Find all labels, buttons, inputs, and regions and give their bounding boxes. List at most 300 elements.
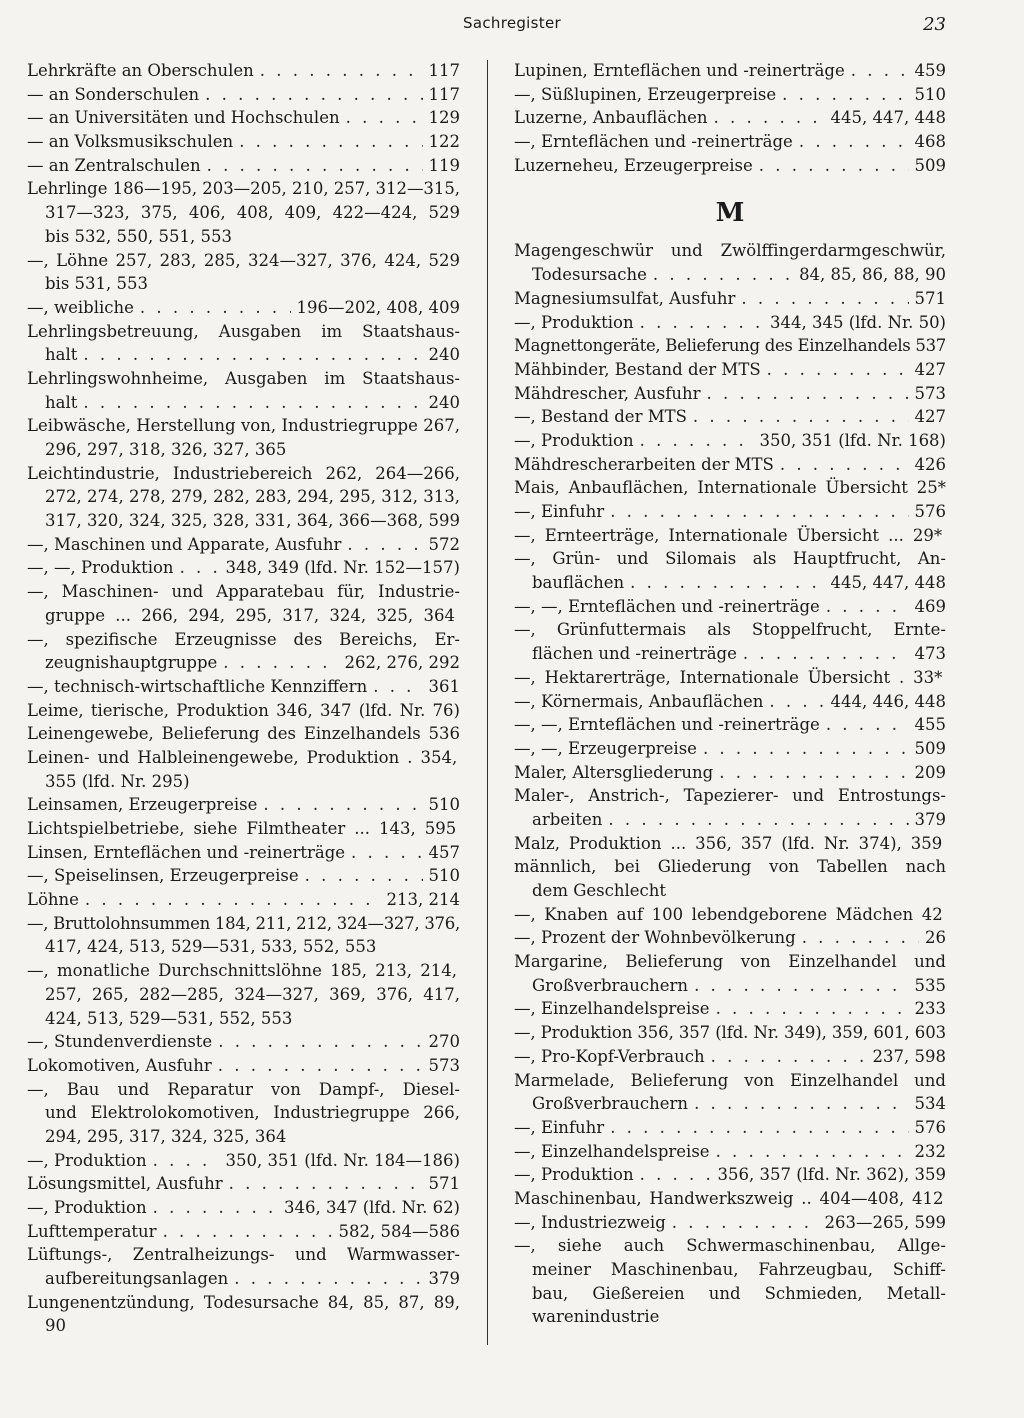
entry-term: —, —, Erzeugerpreise [514, 738, 697, 758]
index-entry [27, 485, 460, 509]
index-entry [514, 879, 946, 903]
index-entry [514, 903, 946, 927]
index-entry [514, 950, 946, 974]
dot-leader [672, 1211, 819, 1235]
entry-term: Todesursache [532, 265, 647, 285]
index-entry [514, 926, 946, 950]
entry-term: —, Löhne 257, 283, 285, 324—327, 376, 424, 529 [27, 250, 460, 270]
index-entry [514, 59, 946, 83]
index-entry [27, 414, 460, 438]
entry-term: —, Einzelhandelspreise [514, 1141, 710, 1161]
entry-term: —, Einzelhandelspreise [514, 999, 710, 1019]
index-entry [27, 59, 460, 83]
index-entry [27, 841, 460, 865]
entry-pages: 455 [914, 715, 946, 735]
index-entry [27, 912, 460, 936]
entry-pages: 196—202, 408, 409 [296, 297, 460, 317]
entry-pages: 262, 276, 292 [344, 653, 460, 673]
index-entry [27, 106, 460, 130]
dot-leader [767, 358, 909, 382]
index-entry [514, 476, 946, 500]
entry-pages: 509 [914, 738, 946, 758]
entry-term: Magnettongeräte, Belieferung des Einzelhandels 537 [514, 336, 946, 356]
dot-leader [640, 311, 764, 335]
entry-term: —, Knaben auf 100 lebendgeborene Mädchen 42 [514, 904, 943, 924]
dot-leader [780, 453, 909, 477]
entry-pages: 576 [914, 1117, 946, 1137]
entry-term: Linsen, Ernteflächen und -reinerträge [27, 842, 346, 862]
entry-term: Lüftungs-, Zentralheizungs- und Warmwasser- [27, 1245, 460, 1265]
dot-leader [263, 793, 422, 817]
entry-pages: 237, 598 [872, 1046, 946, 1066]
entry-term: und Elektrolokomotiven, Industriegruppe 266, [45, 1103, 460, 1123]
index-entry [514, 287, 946, 311]
index-entry [514, 500, 946, 524]
entry-term: Leichtindustrie, Industriebereich 262, 264—266, [27, 463, 460, 483]
index-entry [27, 1172, 460, 1196]
index-entry [27, 604, 460, 628]
entry-term: —, Ernteerträge, Internationale Übersicht ... 29* [514, 525, 943, 545]
dot-leader [707, 382, 909, 406]
index-entry [27, 1101, 460, 1125]
dot-leader [640, 1163, 712, 1187]
index-entry [27, 746, 460, 770]
index-entry [514, 1092, 946, 1116]
entry-pages: 571 [914, 288, 946, 308]
entry-pages: 573 [428, 1055, 460, 1075]
index-entry [27, 1314, 460, 1338]
entry-term: bis 532, 550, 551, 553 [45, 226, 232, 246]
index-column-left [27, 59, 460, 1338]
entry-pages: 468 [914, 132, 946, 152]
entry-term: halt [45, 345, 78, 365]
dot-leader [610, 500, 908, 524]
index-entry [514, 1234, 946, 1258]
dot-leader [346, 106, 423, 130]
entry-term: —, weibliche [27, 297, 134, 317]
dot-leader [351, 841, 422, 865]
entry-term: Lupinen, Ernteflächen und -reinerträge [514, 61, 845, 80]
entry-term: Lehrkräfte an Oberschulen [27, 61, 254, 80]
entry-pages: 576 [914, 502, 946, 521]
dot-leader [802, 926, 919, 950]
entry-pages: 426 [914, 454, 946, 474]
entry-term: aufbereitungsanlagen [45, 1269, 229, 1289]
entry-pages: 510 [428, 795, 460, 815]
index-entry [27, 699, 460, 723]
entry-pages: 344, 345 (lfd. Nr. 50) [769, 312, 946, 332]
entry-term: Magengeschwür und Zwölffingerdarmgeschwür, [514, 241, 946, 261]
index-entry [27, 462, 460, 486]
entry-term: gruppe ... 266, 294, 295, 317, 324, 325, 364 [45, 605, 455, 625]
entry-term: Großverbrauchern [532, 975, 689, 995]
index-entry [27, 793, 460, 817]
dot-leader [163, 1220, 333, 1244]
index-entry [27, 296, 460, 320]
index-entry [27, 888, 460, 912]
entry-term: —, Hektarerträge, Internationale Übersicht . 33* [514, 667, 943, 687]
index-entry [27, 320, 460, 344]
entry-term: —, Produktion [27, 1150, 147, 1170]
index-entry [27, 367, 460, 391]
entry-term: zeugnishauptgruppe [45, 653, 218, 673]
index-entry [514, 1163, 946, 1187]
entry-term: warenindustrie [532, 1307, 660, 1327]
index-entry [514, 106, 946, 130]
entry-term: Maler, Altersgliederung [514, 762, 714, 782]
dot-leader [693, 405, 909, 429]
dot-leader [239, 130, 422, 154]
index-entry [514, 1021, 946, 1045]
index-entry [27, 675, 460, 699]
entry-term: Malz, Produktion ... 356, 357 (lfd. Nr. 374), 359 [514, 833, 943, 853]
dot-leader [759, 154, 909, 178]
entry-term: —, Grün- und Silomais als Hauptfrucht, An- [514, 549, 946, 569]
entry-pages: 233 [914, 999, 946, 1019]
entry-term: —, spezifische Erzeugnisse des Bereichs, Er- [27, 629, 460, 649]
entry-pages: 535 [914, 975, 946, 995]
entry-term: 355 (lfd. Nr. 295) [45, 771, 190, 791]
entry-term: —, Ernteflächen und -reinerträge [514, 132, 793, 152]
entry-pages: 348, 349 (lfd. Nr. 152—157) [225, 558, 460, 578]
entry-pages: 510 [428, 866, 460, 886]
dot-leader [153, 1149, 220, 1173]
entry-term: —, Produktion [514, 1165, 634, 1185]
entry-pages: 240 [428, 345, 460, 365]
dot-leader [83, 391, 422, 415]
entry-term: 417, 424, 513, 529—531, 533, 552, 553 [45, 937, 377, 957]
entry-term: Lehrlinge 186—195, 203—205, 210, 257, 312—315, [27, 179, 460, 199]
index-entry [27, 533, 460, 557]
entry-term: Lokomotiven, Ausfuhr [27, 1055, 212, 1075]
entry-term: —, Maschinen und Apparate, Ausfuhr [27, 534, 342, 554]
index-entry [27, 864, 460, 888]
index-entry [514, 382, 946, 406]
dot-leader [694, 974, 908, 998]
index-entry [27, 83, 460, 107]
index-entry [27, 1267, 460, 1291]
entry-term: Margarine, Belieferung von Einzelhandel und [514, 952, 946, 972]
entry-term: —, Prozent der Wohnbevölkerung [514, 928, 796, 948]
dot-leader [205, 83, 422, 107]
entry-term: 272, 274, 278, 279, 282, 283, 294, 295, 312, 313, [45, 487, 460, 507]
dot-leader [85, 888, 381, 912]
dot-leader [719, 761, 908, 785]
index-entry [27, 1149, 460, 1173]
entry-pages: 427 [914, 359, 946, 379]
index-entry [514, 524, 946, 548]
dot-leader [851, 59, 909, 83]
index-entry [27, 1054, 460, 1078]
entry-term: Lösungsmittel, Ausfuhr [27, 1174, 223, 1194]
dot-leader [741, 287, 908, 311]
entry-term: —, Einfuhr [514, 1117, 605, 1137]
dot-leader [713, 106, 824, 130]
index-entry [27, 1007, 460, 1031]
entry-term: —, Bestand der MTS [514, 407, 687, 427]
entry-term: —, Bruttolohnsummen 184, 211, 212, 324—327, 376, [27, 913, 460, 933]
index-entry [514, 1282, 946, 1306]
dot-leader [694, 1092, 908, 1116]
dot-leader [207, 154, 423, 178]
entry-term: —, Speiselinsen, Erzeugerpreise [27, 866, 299, 886]
entry-term: — an Zentralschulen [27, 155, 201, 175]
entry-pages: 427 [914, 407, 946, 427]
entry-term: —, Maschinen- und Apparatebau für, Industrie- [27, 582, 460, 602]
index-entry [514, 263, 946, 287]
entry-pages: 117 [428, 84, 460, 104]
index-entry [27, 959, 460, 983]
dot-leader [218, 1030, 422, 1054]
dot-leader [610, 1116, 908, 1140]
index-entry [514, 358, 946, 382]
entry-pages: 84, 85, 86, 88, 90 [799, 265, 946, 285]
dot-leader [180, 556, 220, 580]
index-entry [514, 690, 946, 714]
entry-pages: 469 [914, 596, 946, 616]
entry-pages: 350, 351 (lfd. Nr. 168) [759, 430, 946, 450]
index-entry [27, 225, 460, 249]
index-entry [514, 832, 946, 856]
entry-term: —, siehe auch Schwermaschinenbau, Allge- [514, 1236, 946, 1256]
entry-term: —, Produktion [514, 430, 634, 450]
entry-pages: 346, 347 (lfd. Nr. 62) [283, 1198, 460, 1217]
index-entry [514, 713, 946, 737]
dot-leader [260, 59, 423, 83]
index-entry [514, 1258, 946, 1282]
index-entry [514, 154, 946, 178]
index-entry [27, 177, 460, 201]
dot-leader [140, 296, 291, 320]
dot-leader [711, 1045, 867, 1069]
entry-term: Leinen- und Halbleinengewebe, Produktion . 354, [27, 747, 458, 767]
entry-term: Mähdrescher, Ausfuhr [514, 383, 701, 403]
entry-term: —, technisch-wirtschaftliche Kennziffern [27, 676, 368, 696]
entry-term: Luzerne, Anbauflächen [514, 108, 708, 128]
index-entry [514, 429, 946, 453]
index-entry [514, 997, 946, 1021]
entry-term: Leibwäsche, Herstellung von, Industriegruppe 267, [27, 416, 460, 436]
index-entry [27, 722, 460, 746]
entry-term: Mais, Anbauflächen, Internationale Übersicht 25* [514, 478, 946, 498]
entry-term: —, monatliche Durchschnittslöhne 185, 213, 214, [27, 961, 457, 981]
index-entry [27, 817, 460, 841]
entry-term: arbeiten [532, 809, 603, 829]
entry-term: 317—323, 375, 406, 408, 409, 422—424, 529 [45, 203, 460, 223]
index-entry [27, 983, 460, 1007]
entry-term: —, —, Ernteflächen und -reinerträge [514, 715, 820, 735]
entry-term: 424, 513, 529—531, 552, 553 [45, 1008, 293, 1028]
entry-term: Leinsamen, Erzeugerpreise [27, 795, 258, 815]
entry-term: Lehrlingswohnheime, Ausgaben im Staatshaus- [27, 368, 460, 388]
entry-term: 296, 297, 318, 326, 327, 365 [45, 440, 287, 459]
entry-term: —, Produktion [514, 312, 634, 332]
entry-pages: 122 [428, 132, 460, 152]
entry-pages: 534 [914, 1094, 946, 1114]
entry-pages: 510 [914, 84, 946, 104]
dot-leader [347, 533, 422, 557]
index-entry [27, 935, 460, 959]
dot-leader [653, 263, 793, 287]
index-entry [27, 556, 460, 580]
index-entry [514, 1069, 946, 1093]
index-entry [27, 628, 460, 652]
entry-pages: 457 [428, 842, 460, 862]
index-entry [514, 1211, 946, 1235]
entry-pages: 356, 357 (lfd. Nr. 362), 359 [717, 1165, 946, 1185]
index-entry [514, 405, 946, 429]
index-entry [514, 737, 946, 761]
entry-pages: 232 [914, 1141, 946, 1161]
dot-leader [218, 1054, 423, 1078]
entry-pages: 459 [914, 61, 946, 80]
index-entry [27, 509, 460, 533]
entry-term: —, Produktion 356, 357 (lfd. Nr. 349), 359, 601, 603 [514, 1023, 946, 1043]
index-entry [514, 784, 946, 808]
entry-pages: 129 [428, 108, 460, 128]
entry-term: —, Grünfuttermais als Stoppelfrucht, Ernte- [514, 620, 946, 640]
entry-term: flächen und -reinerträge [532, 644, 737, 664]
index-entry [514, 547, 946, 571]
index-entry [514, 1305, 946, 1329]
index-entry [27, 391, 460, 415]
dot-leader [83, 343, 422, 367]
dot-leader [826, 595, 909, 619]
entry-pages: 445, 447, 448 [830, 108, 946, 128]
entry-pages: 444, 446, 448 [830, 691, 946, 711]
entry-term: Löhne [27, 890, 79, 910]
entry-term: 294, 295, 317, 324, 325, 364 [45, 1126, 287, 1146]
index-entry [27, 1220, 460, 1244]
index-entry [27, 1196, 460, 1220]
index-entry [27, 651, 460, 675]
entry-term: Großverbrauchern [532, 1094, 689, 1114]
index-entry [514, 666, 946, 690]
dot-leader [799, 130, 909, 154]
index-entry [27, 1078, 460, 1102]
entry-term: — an Volksmusikschulen [27, 132, 234, 152]
entry-term: Mähbinder, Bestand der MTS [514, 359, 761, 379]
index-entry [514, 808, 946, 832]
entry-pages: 263—265, 599 [824, 1212, 946, 1232]
dot-leader [640, 429, 754, 453]
dot-leader [229, 1172, 423, 1196]
index-column-right [514, 59, 946, 1329]
index-entry [27, 580, 460, 604]
dot-leader [630, 571, 824, 595]
entry-term: Maschinenbau, Handwerkszweig .. 404—408, 412 [514, 1188, 944, 1208]
dot-leader [305, 864, 423, 888]
index-entry [514, 83, 946, 107]
entry-term: —, Industriezweig [514, 1212, 666, 1232]
entry-pages: 350, 351 (lfd. Nr. 184—186) [225, 1150, 460, 1170]
dot-leader [826, 713, 909, 737]
entry-term: männlich, bei Gliederung von Tabellen nach [514, 857, 946, 877]
entry-term: bau, Gießereien und Schmieden, Metall- [532, 1283, 946, 1303]
index-entry [27, 154, 460, 178]
index-entry [514, 130, 946, 154]
entry-term: —, —, Produktion [27, 558, 174, 578]
index-entry [27, 343, 460, 367]
index-entry [514, 334, 946, 358]
dot-leader [703, 737, 909, 761]
index-entry [514, 642, 946, 666]
entry-pages: 119 [428, 155, 460, 175]
entry-term: bis 531, 553 [45, 274, 149, 294]
entry-pages: 209 [914, 762, 946, 782]
entry-term: halt [45, 392, 78, 412]
index-entry [27, 272, 460, 296]
entry-term: —, Bau und Reparatur von Dampf-, Diesel- [27, 1079, 460, 1099]
entry-pages: 240 [428, 392, 460, 412]
entry-term: —, Produktion [27, 1198, 147, 1217]
entry-pages: 582, 584—586 [338, 1221, 460, 1241]
index-entry [27, 201, 460, 225]
entry-term: Marmelade, Belieferung von Einzelhandel und [514, 1070, 946, 1090]
entry-term: — an Universitäten und Hochschulen [27, 108, 340, 128]
entry-pages: 379 [914, 809, 946, 829]
dot-leader [223, 651, 338, 675]
entry-pages: 361 [428, 676, 460, 696]
index-entry [514, 974, 946, 998]
index-entry [27, 130, 460, 154]
entry-pages: 571 [428, 1174, 460, 1194]
entry-term: 257, 265, 282—285, 324—327, 369, 376, 417, [45, 984, 460, 1004]
entry-term: bauflächen [532, 573, 625, 593]
entry-pages: 117 [428, 61, 460, 80]
entry-term: —, Einfuhr [514, 502, 605, 521]
index-entry [27, 438, 460, 462]
entry-term: —, Körnermais, Anbauflächen [514, 691, 764, 711]
index-entry [514, 1140, 946, 1164]
entry-pages: 473 [914, 644, 946, 664]
index-entry [514, 239, 946, 263]
entry-pages: 213, 214 [386, 890, 460, 910]
index-entry [27, 1243, 460, 1267]
entry-term: meiner Maschinenbau, Fahrzeugbau, Schiff- [532, 1260, 946, 1279]
entry-pages: 270 [428, 1032, 460, 1052]
index-entry [514, 618, 946, 642]
entry-term: Lufttemperatur [27, 1221, 157, 1241]
dot-leader [743, 642, 909, 666]
entry-term: Lichtspielbetriebe, siehe Filmtheater ... 143, 595 [27, 819, 457, 838]
index-entry [514, 571, 946, 595]
index-entry [514, 1116, 946, 1140]
entry-term: — an Sonderschulen [27, 84, 200, 104]
index-entry [514, 855, 946, 879]
dot-leader [373, 675, 422, 699]
index-entry [27, 249, 460, 273]
dot-leader [608, 808, 908, 832]
index-entry [514, 453, 946, 477]
entry-pages: 572 [428, 534, 460, 554]
page-header-title: Sachregister [463, 14, 561, 32]
entry-pages: 573 [914, 383, 946, 403]
entry-term: Leime, tierische, Produktion 346, 347 (lfd. Nr. 76) [27, 700, 460, 720]
dot-leader [769, 690, 824, 714]
index-entry [514, 761, 946, 785]
index-entry [514, 1187, 946, 1211]
entry-pages: 509 [914, 155, 946, 175]
dot-leader [782, 83, 908, 107]
entry-term: —, Pro-Kopf-Verbrauch [514, 1046, 705, 1066]
entry-term: Lehrlingsbetreuung, Ausgaben im Staatshaus- [27, 321, 460, 341]
entry-term: Leinengewebe, Belieferung des Einzelhandels 536 [27, 724, 460, 744]
index-entry [27, 1125, 460, 1149]
entry-pages: 26 [925, 928, 946, 948]
entry-term: dem Geschlecht [532, 881, 667, 900]
entry-term: Mähdrescherarbeiten der MTS [514, 454, 774, 474]
